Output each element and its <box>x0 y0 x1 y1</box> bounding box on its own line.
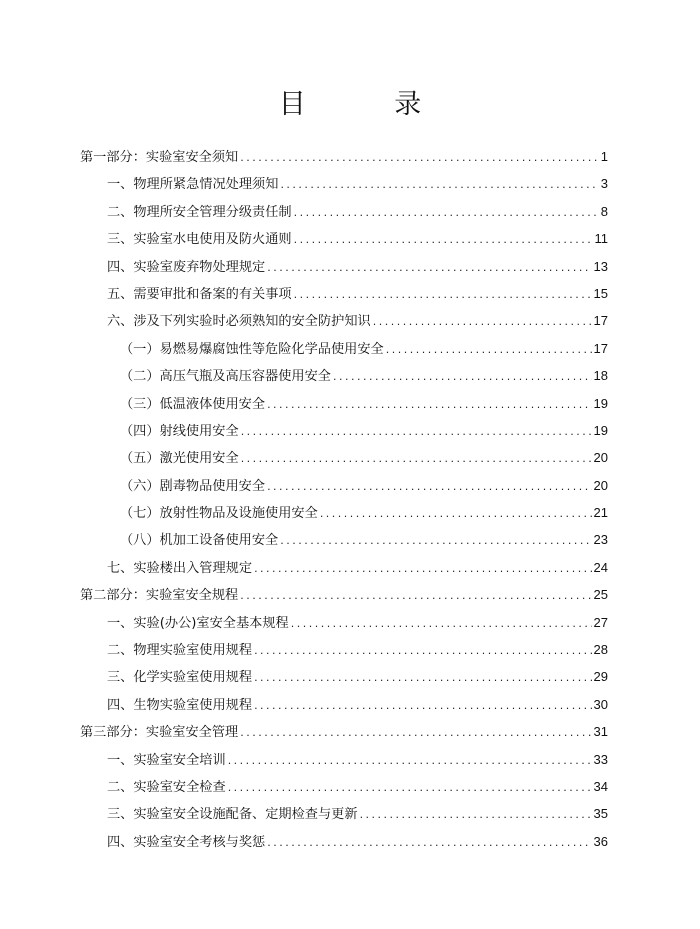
toc-entry[interactable] <box>80 581 608 608</box>
toc-dot-leader <box>254 555 591 582</box>
toc-entry[interactable] <box>80 499 608 526</box>
toc-dot-leader <box>228 747 592 774</box>
toc-entry[interactable] <box>80 143 608 170</box>
toc-entry-label: 四、实验室废弃物处理规定 <box>107 259 266 275</box>
toc-page-number: 33 <box>593 751 608 767</box>
toc-entry-label: （四）射线使用安全 <box>120 423 239 439</box>
toc-dot-leader <box>267 391 591 418</box>
toc-entry-label: 六、涉及下列实验时必须熟知的安全防护知识 <box>107 314 371 330</box>
table-of-contents <box>80 143 608 855</box>
toc-dot-leader <box>320 500 592 527</box>
toc-entry[interactable] <box>80 636 608 663</box>
toc-dot-leader <box>254 637 591 664</box>
toc-dot-leader <box>360 801 592 828</box>
toc-entry[interactable] <box>80 335 608 362</box>
toc-entry[interactable] <box>80 828 608 855</box>
toc-entry[interactable] <box>80 170 608 197</box>
toc-entry[interactable] <box>80 253 608 280</box>
toc-dot-leader <box>294 199 599 226</box>
toc-page-number: 13 <box>593 258 608 274</box>
toc-entry[interactable] <box>80 362 608 389</box>
toc-entry-label: （五）激光使用安全 <box>120 451 239 467</box>
toc-page-number: 29 <box>593 669 608 685</box>
toc-entry-label: 一、物理所紧急情况处理须知 <box>107 177 279 193</box>
toc-page-number: 1 <box>600 149 608 164</box>
toc-entry-label: （七）放射性物品及设施使用安全 <box>120 506 318 522</box>
toc-dot-leader <box>240 582 591 609</box>
toc-page-number: 11 <box>594 231 608 247</box>
toc-entry-label: 七、实验楼出入管理规定 <box>107 560 253 576</box>
toc-entry[interactable] <box>80 800 608 827</box>
toc-dot-leader <box>294 226 593 253</box>
toc-page-number: 25 <box>593 587 608 603</box>
toc-page-number: 19 <box>593 422 608 438</box>
toc-page-number: 28 <box>593 642 608 658</box>
toc-entry-label: 二、物理所安全管理分级责任制 <box>107 204 292 220</box>
toc-dot-leader <box>254 664 591 691</box>
toc-entry-label: 二、物理实验室使用规程 <box>107 643 253 659</box>
toc-entry-label: （二）高压气瓶及高压容器使用安全 <box>120 369 331 385</box>
toc-entry[interactable] <box>80 663 608 690</box>
toc-entry[interactable] <box>80 390 608 417</box>
toc-entry-label: 三、化学实验室使用规程 <box>107 670 253 686</box>
toc-dot-leader <box>240 719 591 746</box>
toc-entry[interactable] <box>80 526 608 553</box>
toc-entry-label: 五、需要审批和备案的有关事项 <box>107 286 292 302</box>
toc-dot-leader <box>267 829 591 856</box>
toc-page-number: 17 <box>593 313 608 329</box>
toc-dot-leader <box>241 418 592 445</box>
toc-dot-leader <box>228 774 592 801</box>
toc-entry[interactable] <box>80 554 608 581</box>
toc-entry-label: 四、实验室安全考核与奖惩 <box>107 834 266 850</box>
toc-page-number: 34 <box>593 778 608 794</box>
toc-page-number: 24 <box>593 559 608 575</box>
toc-entry[interactable] <box>80 307 608 334</box>
toc-dot-leader <box>241 445 592 472</box>
toc-entry[interactable] <box>80 691 608 718</box>
toc-dot-leader <box>240 144 599 171</box>
toc-entry[interactable] <box>80 198 608 225</box>
toc-entry-label: （八）机加工设备使用安全 <box>120 533 279 549</box>
toc-dot-leader <box>373 308 592 335</box>
toc-entry-label: 二、实验室安全检查 <box>107 779 226 795</box>
toc-page-number: 21 <box>593 505 608 521</box>
toc-entry-label: 第三部分：实验室安全管理 <box>80 725 239 741</box>
toc-page-number: 23 <box>593 532 608 548</box>
toc-dot-leader <box>280 527 591 554</box>
toc-entry-label: （三）低温液体使用安全 <box>120 396 266 412</box>
toc-page-number: 18 <box>593 368 608 384</box>
toc-page-number: 19 <box>593 395 608 411</box>
page-title: 目 录 <box>278 89 462 120</box>
toc-entry-label: 三、实验室水电使用及防火通则 <box>107 232 292 248</box>
toc-dot-leader <box>291 610 592 637</box>
toc-page-number: 15 <box>593 285 608 301</box>
toc-entry-label: （六）剧毒物品使用安全 <box>120 478 266 494</box>
toc-entry[interactable] <box>80 417 608 444</box>
toc-entry-label: 一、实验室安全培训 <box>107 752 226 768</box>
toc-dot-leader <box>254 692 591 719</box>
toc-entry-label: 一、实验(办公)室安全基本规程 <box>107 615 289 631</box>
toc-entry-label: 第一部分：实验室安全须知 <box>80 150 239 165</box>
toc-dot-leader <box>386 336 592 363</box>
toc-entry-label: （一）易燃易爆腐蚀性等危险化学品使用安全 <box>120 341 384 357</box>
toc-page-number: 8 <box>600 203 608 219</box>
toc-entry[interactable] <box>80 225 608 252</box>
toc-entry[interactable] <box>80 444 608 471</box>
toc-page-number: 27 <box>593 614 608 630</box>
toc-entry-label: 三、实验室安全设施配备、定期检查与更新 <box>107 807 358 823</box>
toc-dot-leader <box>280 171 598 198</box>
toc-dot-leader <box>294 281 592 308</box>
toc-entry[interactable] <box>80 773 608 800</box>
toc-entry[interactable] <box>80 472 608 499</box>
toc-page-number: 17 <box>593 340 608 356</box>
toc-page-number: 3 <box>600 176 608 192</box>
toc-dot-leader <box>267 254 591 281</box>
toc-entry-label: 第二部分：实验室安全规程 <box>80 588 239 604</box>
toc-dot-leader <box>333 363 592 390</box>
toc-page-number: 30 <box>593 696 608 712</box>
toc-page-number: 36 <box>593 833 608 849</box>
toc-page-number: 31 <box>593 724 608 740</box>
toc-entry[interactable] <box>80 609 608 636</box>
toc-entry-label: 四、生物实验室使用规程 <box>107 697 253 713</box>
toc-page-number: 20 <box>593 450 608 466</box>
toc-page-number: 35 <box>593 806 608 822</box>
toc-dot-leader <box>267 473 591 500</box>
toc-page-number: 20 <box>593 477 608 493</box>
toc-entry[interactable] <box>80 280 608 307</box>
toc-entry[interactable] <box>80 718 608 745</box>
toc-entry[interactable] <box>80 746 608 773</box>
